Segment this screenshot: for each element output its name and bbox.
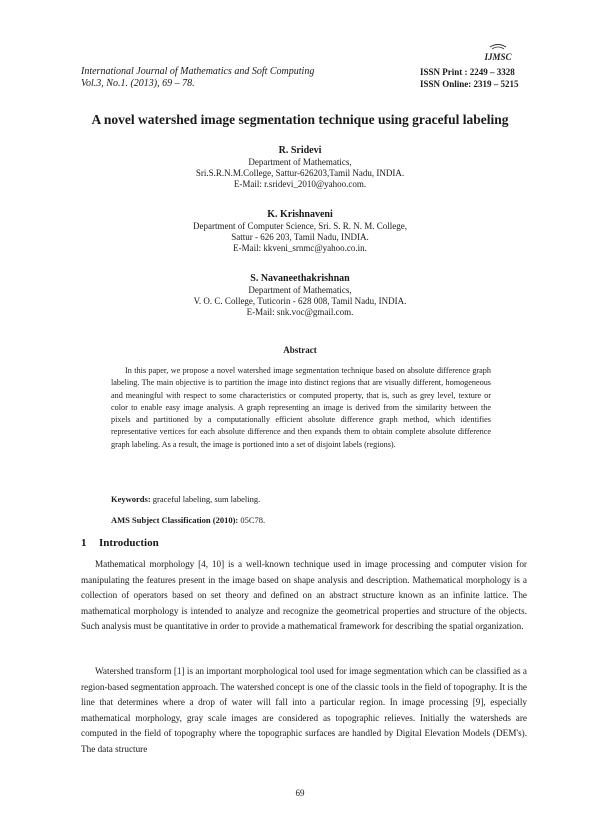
journal-volume: Vol.3, No.1. (2013), 69 – 78. <box>81 78 195 89</box>
author-email: E-Mail: snk.voc@gmail.com. <box>246 307 354 317</box>
journal-header <box>81 66 314 90</box>
author-department: Department of Mathematics, <box>248 157 352 167</box>
journal-logo <box>476 43 520 65</box>
author-affiliation: Sattur - 626 203, Tamil Nadu, INDIA. <box>231 232 369 242</box>
page-number: 69 <box>295 788 305 798</box>
issn-online: ISSN Online: 2319 – 5215 <box>420 79 519 89</box>
keywords-line <box>111 494 491 504</box>
abstract-text: In this paper, we propose a novel watershed image segmentation technique based on absolute difference graph labeling. The main objective is to partition the image into distinct regions that are visually different, homogeneous and meaningful with respect to some characteristics or computed property, that is, such as grey level, texture or color to enable easy image analysis. A graph representing an image is derived from the similarity between the pixels and partitioned by a computationally efficient absolute difference graph method, which identifies representative vertices for each absolute difference and then expands them to obtain complete absolute difference graph labeling. As a result, the image is portioned into a set of disjoint labels (regions). <box>111 366 491 449</box>
author-email: E-Mail: kkveni_srnmc@yahoo.co.in. <box>233 243 367 253</box>
ams-line <box>111 515 491 525</box>
ams-label: AMS Subject Classification (2010): <box>111 515 239 525</box>
keywords-value: graceful labeling, sum labeling. <box>150 494 261 504</box>
author-name: K. Krishnaveni <box>267 209 333 220</box>
author-block <box>100 272 500 318</box>
author-block <box>100 208 500 254</box>
author-affiliation: V. O. C. College, Tuticorin - 628 008, Tamil Nadu, INDIA. <box>193 296 407 306</box>
author-affiliation: Sri.S.R.N.M.College, Sattur-626203,Tamil Nadu, INDIA. <box>195 168 405 178</box>
abstract-heading: Abstract <box>283 345 317 355</box>
section-title: Introduction <box>99 537 159 549</box>
logo-text: IJMSC <box>484 52 512 62</box>
ams-value: 05C78. <box>238 515 266 525</box>
author-email: E-Mail: r.sridevi_2010@yahoo.com. <box>233 179 367 189</box>
body-paragraph: Watershed transform [1] is an important morphological tool used for image segmentation which can be classified as a region-based segmentation approach. The watershed concept is one of the classic tools in the field of topography. It is the line that determines where a drop of water will fall into a particular region. In image processing [9], especially mathematical morphology, gray scale images are considered as topographic relieves. Initially the watersheds are computed in the field of topography where the topographic surfaces are handled by Digital Elevation Models (DEM's). The data structure <box>81 666 527 754</box>
body-paragraph: Mathematical morphology [4, 10] is a well-known technique used in image processing and computer vision for manipulating the features present in the image based on shape analysis and description. Mathematical morphology is a collection of operators based on set theory and defined on an abstract structure known as an infinite lattice. The mathematical morphology is intended to analyze and recognize the geometrical properties and structure of the objects. Such analysis must be quantitative in order to provide a mathematical framework for describing the spatial organization. <box>81 559 527 632</box>
section-number: 1 <box>81 537 87 549</box>
author-department: Department of Mathematics, <box>248 285 352 295</box>
author-department: Department of Computer Science, Sri. S. R. N. M. College, <box>193 221 407 231</box>
journal-name: International Journal of Mathematics and Soft Computing <box>81 66 315 77</box>
author-block <box>100 144 500 190</box>
paper-title: A novel watershed image segmentation technique using graceful labeling <box>91 112 509 127</box>
section-heading <box>81 537 159 549</box>
author-name: R. Sridevi <box>278 145 322 156</box>
issn-block <box>420 66 519 90</box>
issn-print: ISSN Print : 2249 – 3328 <box>420 67 515 77</box>
keywords-label: Keywords: <box>111 494 151 504</box>
author-name: S. Navaneethakrishnan <box>250 273 350 284</box>
